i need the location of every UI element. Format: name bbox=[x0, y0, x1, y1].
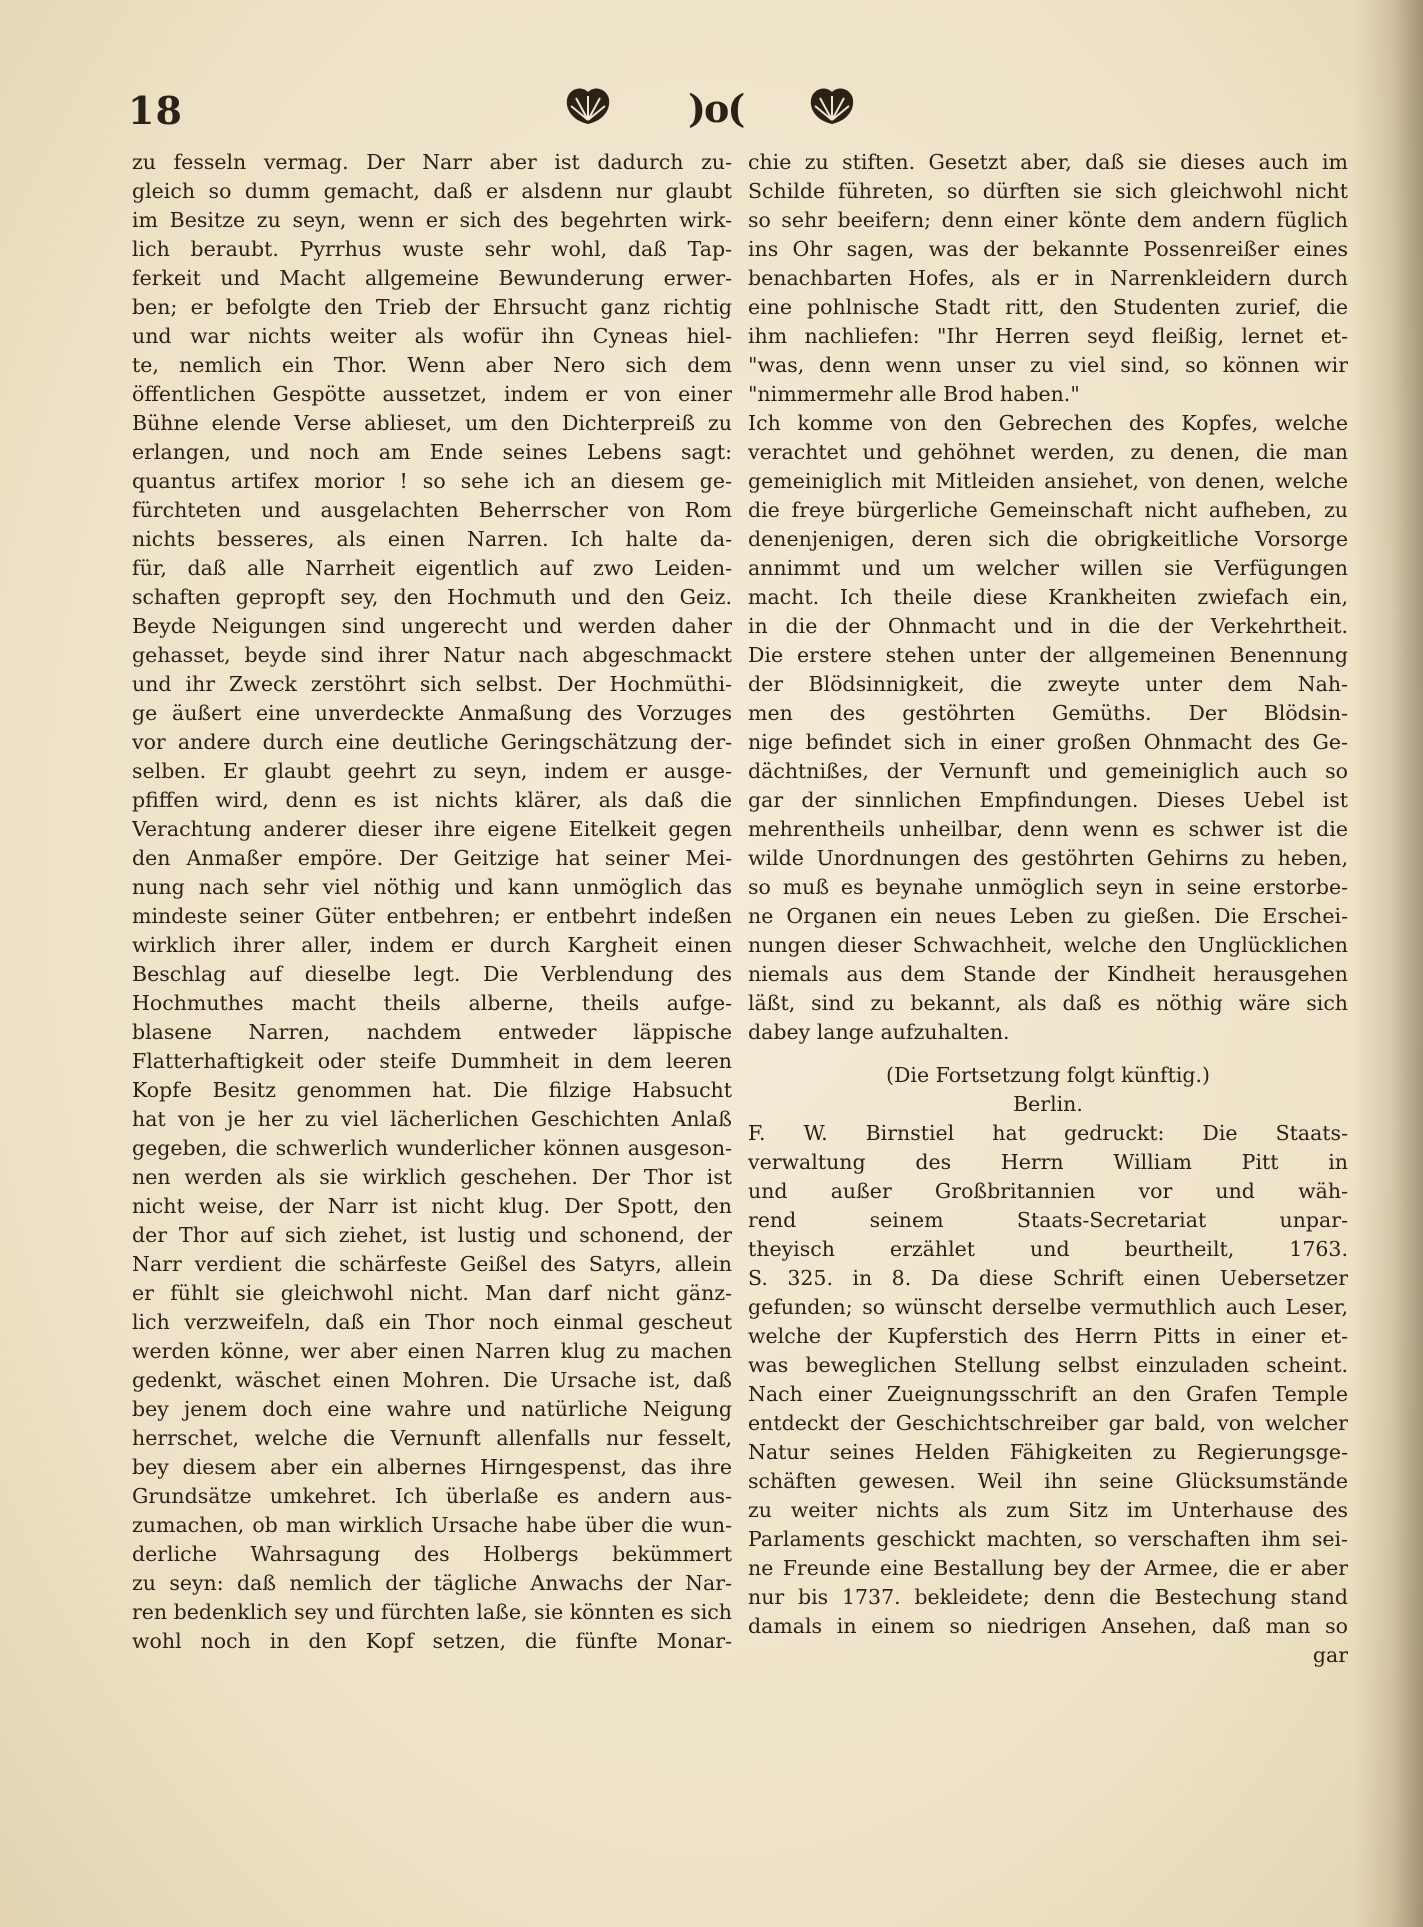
text-line: damals in einem so niedrigen Ansehen, daß man so bbox=[748, 1614, 1348, 1638]
text-line: men des gestöhrten Gemüths. Der Blödsin- bbox=[748, 701, 1348, 725]
text-line: rend seinem Staats-Secretariat unpar- bbox=[748, 1208, 1348, 1232]
text-line: gleich so dumm gemacht, daß er alsdenn nur glaubt bbox=[132, 179, 732, 203]
text-line: und war nichts weiter als wofür ihn Cyneas hiel- bbox=[132, 324, 732, 348]
text-line: chie zu stiften. Gesetzt aber, daß sie dieses auch im bbox=[748, 150, 1348, 174]
text-line: nung nach sehr viel nöthig und kann unmöglich das bbox=[132, 875, 732, 899]
text-line: Schilde führeten, so dürften sie sich gleichwohl nicht bbox=[748, 179, 1348, 203]
text-line: theyisch erzählet und beurtheilt, 1763. bbox=[748, 1237, 1348, 1261]
text-line: für, daß alle Narrheit eigentlich auf zwo Leiden- bbox=[132, 556, 732, 580]
text-line: selben. Er glaubt geehrt zu seyn, indem er ausge- bbox=[132, 759, 732, 783]
text-line: mehrentheils unheilbar, denn wenn es schwer ist die bbox=[748, 817, 1348, 841]
text-line: in die der Ohnmacht und in die der Verkehrtheit. bbox=[748, 614, 1348, 638]
text-line: blasene Narren, nachdem entweder läppische bbox=[132, 1020, 732, 1044]
text-line: lich beraubt. Pyrrhus wuste sehr wohl, daß Tap- bbox=[132, 237, 732, 261]
left-column bbox=[132, 148, 732, 1656]
text-line: schaften gepropft sey, den Hochmuth und den Geiz. bbox=[132, 585, 732, 609]
text-line: vor andere durch eine deutliche Geringschätzung der- bbox=[132, 730, 732, 754]
text-line: dächtnißes, der Vernunft und gemeiniglich auch so bbox=[748, 759, 1348, 783]
shell-ornament-icon bbox=[804, 84, 860, 128]
text-line: macht. Ich theile diese Krankheiten zwiefach ein, bbox=[748, 585, 1348, 609]
text-line: die freye bürgerliche Gemeinschaft nicht aufheben, zu bbox=[748, 498, 1348, 522]
text-line: läßt, sind zu bekannt, als daß es nöthig wäre sich bbox=[748, 991, 1348, 1015]
text-line: verachtet und gehöhnet werden, zu denen, die man bbox=[748, 440, 1348, 464]
text-line: ne Organen ein neues Leben zu gießen. Die Erschei- bbox=[748, 904, 1348, 928]
text-line: der Blödsinnigkeit, die zweyte unter dem Nah- bbox=[748, 672, 1348, 696]
text-line: Natur seines Helden Fähigkeiten zu Regierungsge- bbox=[748, 1440, 1348, 1464]
text-line: Narr verdient die schärfeste Geißel des Satyrs, allein bbox=[132, 1252, 732, 1276]
text-line: und außer Großbritannien vor und wäh- bbox=[748, 1179, 1348, 1203]
text-line: gar der sinnlichen Empfindungen. Dieses Uebel ist bbox=[748, 788, 1348, 812]
text-line: "nimmermehr alle Brod haben." bbox=[748, 382, 1080, 406]
text-line: gefunden; so wünscht derselbe vermuthlich auch Leser, bbox=[748, 1295, 1348, 1319]
spine-shadow bbox=[1353, 0, 1423, 1927]
text-line: gegeben, die schwerlich wunderlicher können ausgeson- bbox=[132, 1136, 732, 1160]
text-line: so muß es beynahe unmöglich seyn in seine erstorbe- bbox=[748, 875, 1348, 899]
text-line: ne Freunde eine Bestallung bey der Armee, die er aber bbox=[748, 1556, 1348, 1580]
shell-ornament-icon bbox=[560, 84, 616, 128]
text-line: nichts besseres, als einen Narren. Ich halte da- bbox=[132, 527, 732, 551]
text-line: derliche Wahrsagung des Holbergs bekümmert bbox=[132, 1542, 732, 1566]
text-line: Parlaments geschickt machten, so verschaften ihm sei- bbox=[748, 1527, 1348, 1551]
text-line: lich verzweifeln, daß ein Thor noch einmal gescheut bbox=[132, 1310, 732, 1334]
text-line: der Thor auf sich ziehet, ist lustig und schonend, der bbox=[132, 1223, 732, 1247]
ornament-center-mark: )o( bbox=[688, 86, 744, 131]
text-line: eine pohlnische Stadt ritt, den Studenten zurief, die bbox=[748, 295, 1348, 319]
text-line: entdeckt der Geschichtschreiber gar bald, von welcher bbox=[748, 1411, 1348, 1435]
text-line: so sehr beeifern; denn einer könte dem andern füglich bbox=[748, 208, 1348, 232]
text-line: was beweglichen Stellung selbst einzuladen scheint. bbox=[748, 1353, 1348, 1377]
text-line: ferkeit und Macht allgemeine Bewunderung erwer- bbox=[132, 266, 732, 290]
text-line: den Anmaßer empöre. Der Geitzige hat seiner Mei- bbox=[132, 846, 732, 870]
text-line: nen werden als sie wirklich geschehen. Der Thor ist bbox=[132, 1165, 732, 1189]
text-line: verwaltung des Herrn William Pitt in bbox=[748, 1150, 1348, 1174]
text-line: Hochmuthes macht theils alberne, theils aufge- bbox=[132, 991, 732, 1015]
text-line: niemals aus dem Stande der Kindheit herausgehen bbox=[748, 962, 1348, 986]
text-line: Grundsätze umkehret. Ich überlaße es andern aus- bbox=[132, 1484, 732, 1508]
text-line: benachbarten Hofes, als er in Narrenkleidern durch bbox=[748, 266, 1348, 290]
text-line: zu seyn: daß nemlich der tägliche Anwachs der Nar- bbox=[132, 1571, 732, 1595]
text-line: "was, denn wenn unser zu viel sind, so können wir bbox=[748, 353, 1348, 377]
text-line: zumachen, ob man wirklich Ursache habe über die wun- bbox=[132, 1513, 732, 1537]
text-line: im Besitze zu seyn, wenn er sich des begehrten wirk- bbox=[132, 208, 732, 232]
header-ornament bbox=[560, 84, 860, 134]
text-line: dabey lange aufzuhalten. bbox=[748, 1020, 1010, 1044]
right-column bbox=[748, 148, 1348, 1670]
text-line: herrschet, welche die Vernunft allenfalls nur fesselt, bbox=[132, 1426, 732, 1450]
text-line: Kopfe Besitz genommen hat. Die filzige Habsucht bbox=[132, 1078, 732, 1102]
continuation-note: (Die Fortsetzung folgt künftig.) bbox=[885, 1063, 1211, 1087]
text-line: S. 325. in 8. Da diese Schrift einen Uebersetzer bbox=[748, 1266, 1348, 1290]
text-line: gehasset, beyde sind ihrer Natur nach abgeschmackt bbox=[132, 643, 732, 667]
text-line: und ihr Zweck zerstöhrt sich selbst. Der Hochmüthi- bbox=[132, 672, 732, 696]
text-line: gedenkt, wäschet einen Mohren. Die Ursache ist, daß bbox=[132, 1368, 732, 1392]
page-number: 18 bbox=[128, 88, 183, 133]
text-line: er fühlt sie gleichwohl nicht. Man darf nicht gänz- bbox=[132, 1281, 732, 1305]
text-line: annimmt und um welcher willen sie Verfügungen bbox=[748, 556, 1348, 580]
text-line: welche der Kupferstich des Herrn Pitts in einer et- bbox=[748, 1324, 1348, 1348]
text-line: Ich komme von den Gebrechen des Kopfes, welche bbox=[748, 411, 1348, 435]
text-line: denenjenigen, deren sich die obrigkeitliche Vorsorge bbox=[748, 527, 1348, 551]
text-line: gemeiniglich mit Mitleiden ansiehet, von denen, welche bbox=[748, 469, 1348, 493]
text-line: Flatterhaftigkeit oder steife Dummheit in dem leeren bbox=[132, 1049, 732, 1073]
text-line: F. W. Birnstiel hat gedruckt: Die Staats- bbox=[748, 1121, 1348, 1145]
text-line: nige befindet sich in einer großen Ohnmacht des Ge- bbox=[748, 730, 1348, 754]
text-line: werden könne, wer aber einen Narren klug zu machen bbox=[132, 1339, 732, 1363]
text-line: zu weiter nichts als zum Sitz im Unterhause des bbox=[748, 1498, 1348, 1522]
text-line: nungen dieser Schwachheit, welche den Unglücklichen bbox=[748, 933, 1348, 957]
text-line: nicht weise, der Narr ist nicht klug. Der Spott, den bbox=[132, 1194, 732, 1218]
text-line: schäften gewesen. Weil ihn seine Glücksumstände bbox=[748, 1469, 1348, 1493]
catchword: gar bbox=[1312, 1643, 1348, 1667]
text-line: Beyde Neigungen sind ungerecht und werden daher bbox=[132, 614, 732, 638]
text-line: mindeste seiner Güter entbehren; er entbehrt indeßen bbox=[132, 904, 732, 928]
text-line: Beschlag auf dieselbe legt. Die Verblendung des bbox=[132, 962, 732, 986]
text-line: erlangen, und noch am Ende seines Lebens sagt: bbox=[132, 440, 732, 464]
text-line: Bühne elende Verse ablieset, um den Dichterpreiß zu bbox=[132, 411, 732, 435]
text-line: wohl noch in den Kopf setzen, die fünfte Monar- bbox=[132, 1629, 732, 1653]
text-line: ben; er befolgte den Trieb der Ehrsucht ganz richtig bbox=[132, 295, 732, 319]
text-line: nur bis 1737. bekleidete; denn die Bestechung stand bbox=[748, 1585, 1348, 1609]
text-line: zu fesseln vermag. Der Narr aber ist dadurch zu- bbox=[132, 150, 732, 174]
text-line: Verachtung anderer dieser ihre eigene Eitelkeit gegen bbox=[132, 817, 732, 841]
spacer bbox=[748, 1047, 1348, 1061]
text-line: ge äußert eine unverdeckte Anmaßung des Vorzuges bbox=[132, 701, 732, 725]
text-line: wirklich ihrer aller, indem er durch Kargheit einen bbox=[132, 933, 732, 957]
text-line: ins Ohr sagen, was der bekannte Possenreißer eines bbox=[748, 237, 1348, 261]
text-line: te, nemlich ein Thor. Wenn aber Nero sich dem bbox=[132, 353, 732, 377]
text-line: quantus artifex morior ! so sehe ich an diesem ge- bbox=[132, 469, 732, 493]
section-heading: Berlin. bbox=[1013, 1092, 1083, 1116]
text-line: Nach einer Zueignungsschrift an den Grafen Temple bbox=[748, 1382, 1348, 1406]
text-line: pfiffen wird, denn es ist nichts klärer, als daß die bbox=[132, 788, 732, 812]
text-line: ihm nachliefen: "Ihr Herren seyd fleißig, lernet et- bbox=[748, 324, 1348, 348]
text-line: ren bedenklich sey und fürchten laße, sie könnten es sich bbox=[132, 1600, 732, 1624]
text-line: bey diesem aber ein albernes Hirngespenst, das ihre bbox=[132, 1455, 732, 1479]
text-line: bey jenem doch eine wahre und natürliche Neigung bbox=[132, 1397, 732, 1421]
text-line: wilde Unordnungen des gestöhrten Gehirns zu heben, bbox=[748, 846, 1348, 870]
text-line: fürchteten und ausgelachten Beherrscher von Rom bbox=[132, 498, 732, 522]
text-line: hat von je her zu viel lächerlichen Geschichten Anlaß bbox=[132, 1107, 732, 1131]
text-line: Die erstere stehen unter der allgemeinen Benennung bbox=[748, 643, 1348, 667]
text-line: öffentlichen Gespötte aussetzet, indem er von einer bbox=[132, 382, 732, 406]
